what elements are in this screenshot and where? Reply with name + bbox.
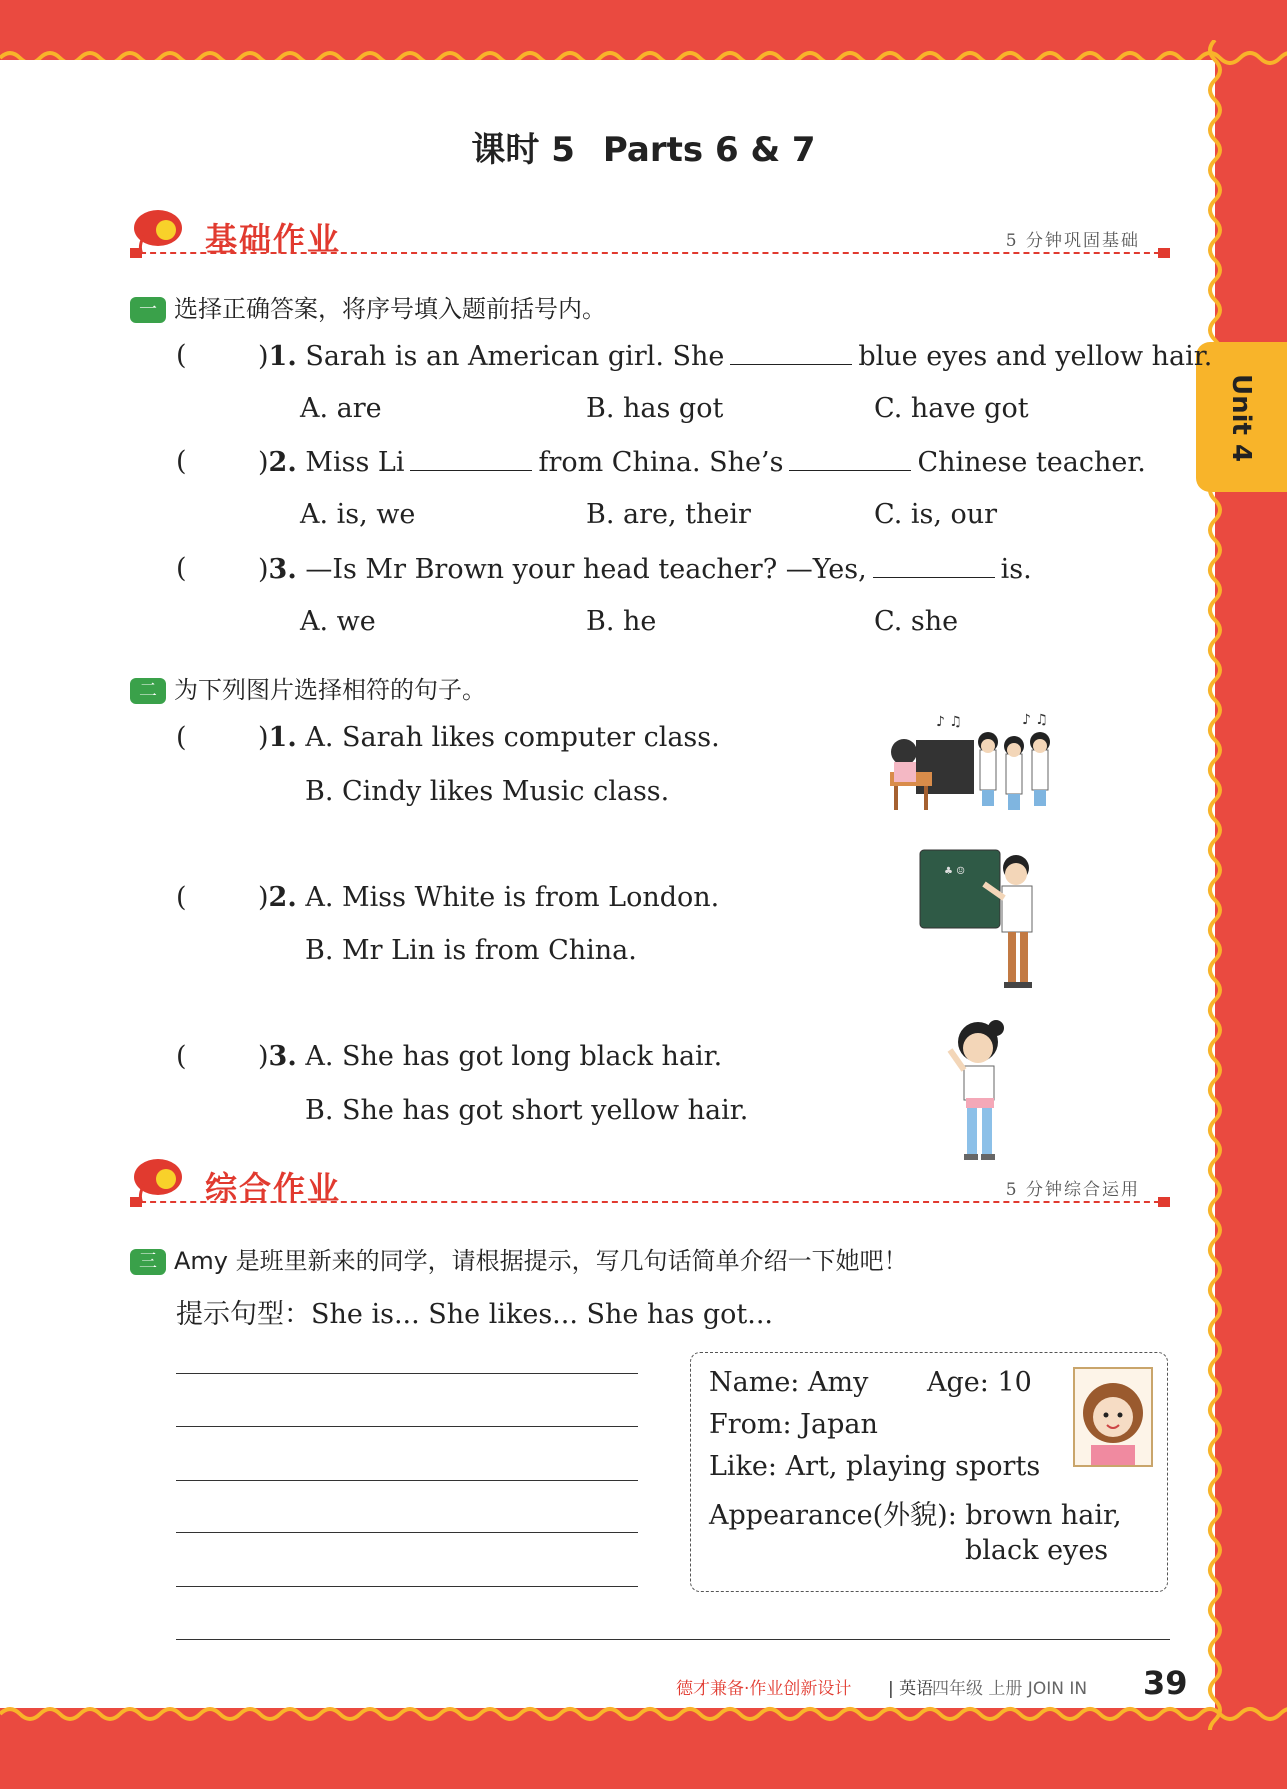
q2-item-3	[258, 1041, 722, 1072]
question-1-heading	[130, 289, 606, 324]
item-text-pre: Sarah is an American girl. She	[305, 341, 725, 372]
option-c[interactable]: C. have got	[874, 393, 1029, 424]
item-number: 1.	[268, 341, 297, 372]
choice-b: B. Cindy likes Music class.	[305, 776, 670, 807]
teacher-blackboard-illustration	[918, 848, 1042, 992]
card-appearance: Appearance(外貌): brown hair,	[709, 1500, 1122, 1531]
item-text-post: Chinese teacher.	[917, 447, 1146, 478]
section-comprehensive-header	[130, 1155, 1170, 1215]
footer-subject: | 英语	[888, 1679, 934, 1699]
writing-line[interactable]	[176, 1480, 638, 1481]
option-c[interactable]: C. is, our	[874, 499, 998, 530]
paren-close: )	[258, 722, 269, 753]
choice-a: A. Miss White is from London.	[305, 882, 720, 913]
footer-grade: 四年级 上册 JOIN IN	[932, 1679, 1088, 1699]
choice-a: A. Sarah likes computer class.	[305, 722, 720, 753]
item-number: 3.	[268, 1041, 297, 1072]
page-footer	[0, 1664, 1287, 1710]
paren-close: )	[258, 1041, 269, 1072]
divider	[130, 252, 1170, 254]
answer-blank[interactable]	[730, 340, 852, 365]
option-c[interactable]: C. she	[874, 606, 959, 637]
parts-label: Parts 6 & 7	[602, 130, 816, 170]
option-b[interactable]: B. are, their	[586, 499, 751, 530]
section-basic-header	[130, 206, 1170, 266]
svg-text:♪ ♫: ♪ ♫	[936, 714, 962, 730]
q1-item-1	[258, 340, 1212, 372]
footer-brand: 德才兼备·作业创新设计	[676, 1679, 852, 1699]
item-number: 3.	[268, 554, 297, 585]
choice-b: B. Mr Lin is from China.	[305, 935, 637, 966]
writing-line[interactable]	[176, 1532, 638, 1533]
divider-end-left	[130, 1197, 142, 1207]
writing-line-long[interactable]	[176, 1639, 1170, 1640]
answer-paren-open[interactable]: (	[176, 446, 187, 477]
hint-label: 提示句型：	[176, 1299, 311, 1330]
question-1-instruction: 选择正确答案，将序号填入题前括号内。	[174, 295, 606, 323]
answer-paren-open[interactable]: (	[176, 340, 187, 371]
card-name: Name: Amy	[709, 1367, 869, 1398]
girl-long-hair-illustration	[940, 1018, 1014, 1164]
answer-blank[interactable]	[789, 446, 911, 471]
card-from: From: Japan	[709, 1409, 878, 1440]
question-3-heading	[130, 1241, 908, 1276]
question-3-instruction: Amy 是班里新来的同学，请根据提示，写几句话简单介绍一下她吧！	[174, 1247, 908, 1275]
amy-portrait	[1073, 1367, 1153, 1467]
answer-blank[interactable]	[410, 446, 532, 471]
svg-text:♪ ♫: ♪ ♫	[1022, 712, 1048, 728]
page-title	[0, 122, 1287, 171]
writing-line[interactable]	[176, 1586, 638, 1587]
question-2-instruction: 为下列图片选择相符的句子。	[174, 676, 486, 704]
amy-info-card	[690, 1352, 1168, 1592]
item-text-mid: from China. She’s	[538, 447, 784, 478]
item-text-pre: —Is Mr Brown your head teacher? —Yes,	[305, 554, 867, 585]
option-a[interactable]: A. we	[300, 606, 376, 637]
divider	[130, 1201, 1170, 1203]
hint-sentences: She is... She likes... She has got...	[311, 1299, 774, 1330]
writing-line[interactable]	[176, 1426, 638, 1427]
item-text-post: blue eyes and yellow hair.	[858, 341, 1213, 372]
q1-item-2	[258, 446, 1146, 478]
q2-item-1	[258, 722, 720, 753]
paren-close: )	[258, 882, 269, 913]
option-a[interactable]: A. are	[300, 393, 382, 424]
item-number: 2.	[268, 447, 297, 478]
card-like: Like: Art, playing sports	[709, 1451, 1041, 1482]
item-text-pre: Miss Li	[305, 447, 405, 478]
section-basic-label: 基础作业	[205, 220, 342, 258]
paren-close: )	[258, 447, 269, 478]
question-3-badge: 三	[130, 1249, 166, 1275]
q2-item-2	[258, 882, 719, 913]
answer-blank[interactable]	[873, 553, 995, 578]
lesson-label: 课时 5	[471, 130, 575, 170]
option-b[interactable]: B. has got	[586, 393, 724, 424]
divider-end-right	[1158, 1197, 1170, 1207]
item-text-post: is.	[1000, 554, 1032, 585]
question-2-badge: 二	[130, 678, 166, 704]
q1-item-3	[258, 553, 1032, 585]
item-number: 1.	[268, 722, 297, 753]
option-a[interactable]: A. is, we	[300, 499, 416, 530]
paren-close: )	[258, 554, 269, 585]
paren-close: )	[258, 341, 269, 372]
answer-paren-open[interactable]: (	[176, 722, 187, 753]
music-class-illustration	[876, 710, 1056, 814]
section-basic-note: 5 分钟巩固基础	[1005, 231, 1140, 251]
section-comprehensive-note: 5 分钟综合运用	[1005, 1180, 1140, 1200]
answer-paren-open[interactable]: (	[176, 882, 187, 913]
card-age: Age: 10	[927, 1367, 1032, 1398]
svg-text:♣ ☺: ♣ ☺	[944, 866, 966, 877]
answer-paren-open[interactable]: (	[176, 553, 187, 584]
choice-b: B. She has got short yellow hair.	[305, 1095, 749, 1126]
writing-line[interactable]	[176, 1373, 638, 1374]
card-appearance-cont: black eyes	[965, 1535, 1109, 1566]
choice-a: A. She has got long black hair.	[305, 1041, 723, 1072]
hint-line	[176, 1292, 773, 1331]
divider-end-right	[1158, 248, 1170, 258]
section-comprehensive-label: 综合作业	[205, 1169, 342, 1207]
question-2-heading	[130, 670, 486, 705]
item-number: 2.	[268, 882, 297, 913]
right-wave-border	[1195, 40, 1235, 1730]
page-number: 39	[1143, 1664, 1188, 1702]
question-1-badge: 一	[130, 297, 166, 323]
answer-paren-open[interactable]: (	[176, 1041, 187, 1072]
option-b[interactable]: B. he	[586, 606, 657, 637]
divider-end-left	[130, 248, 142, 258]
unit-side-tab-label: Unit 4	[1226, 374, 1256, 463]
